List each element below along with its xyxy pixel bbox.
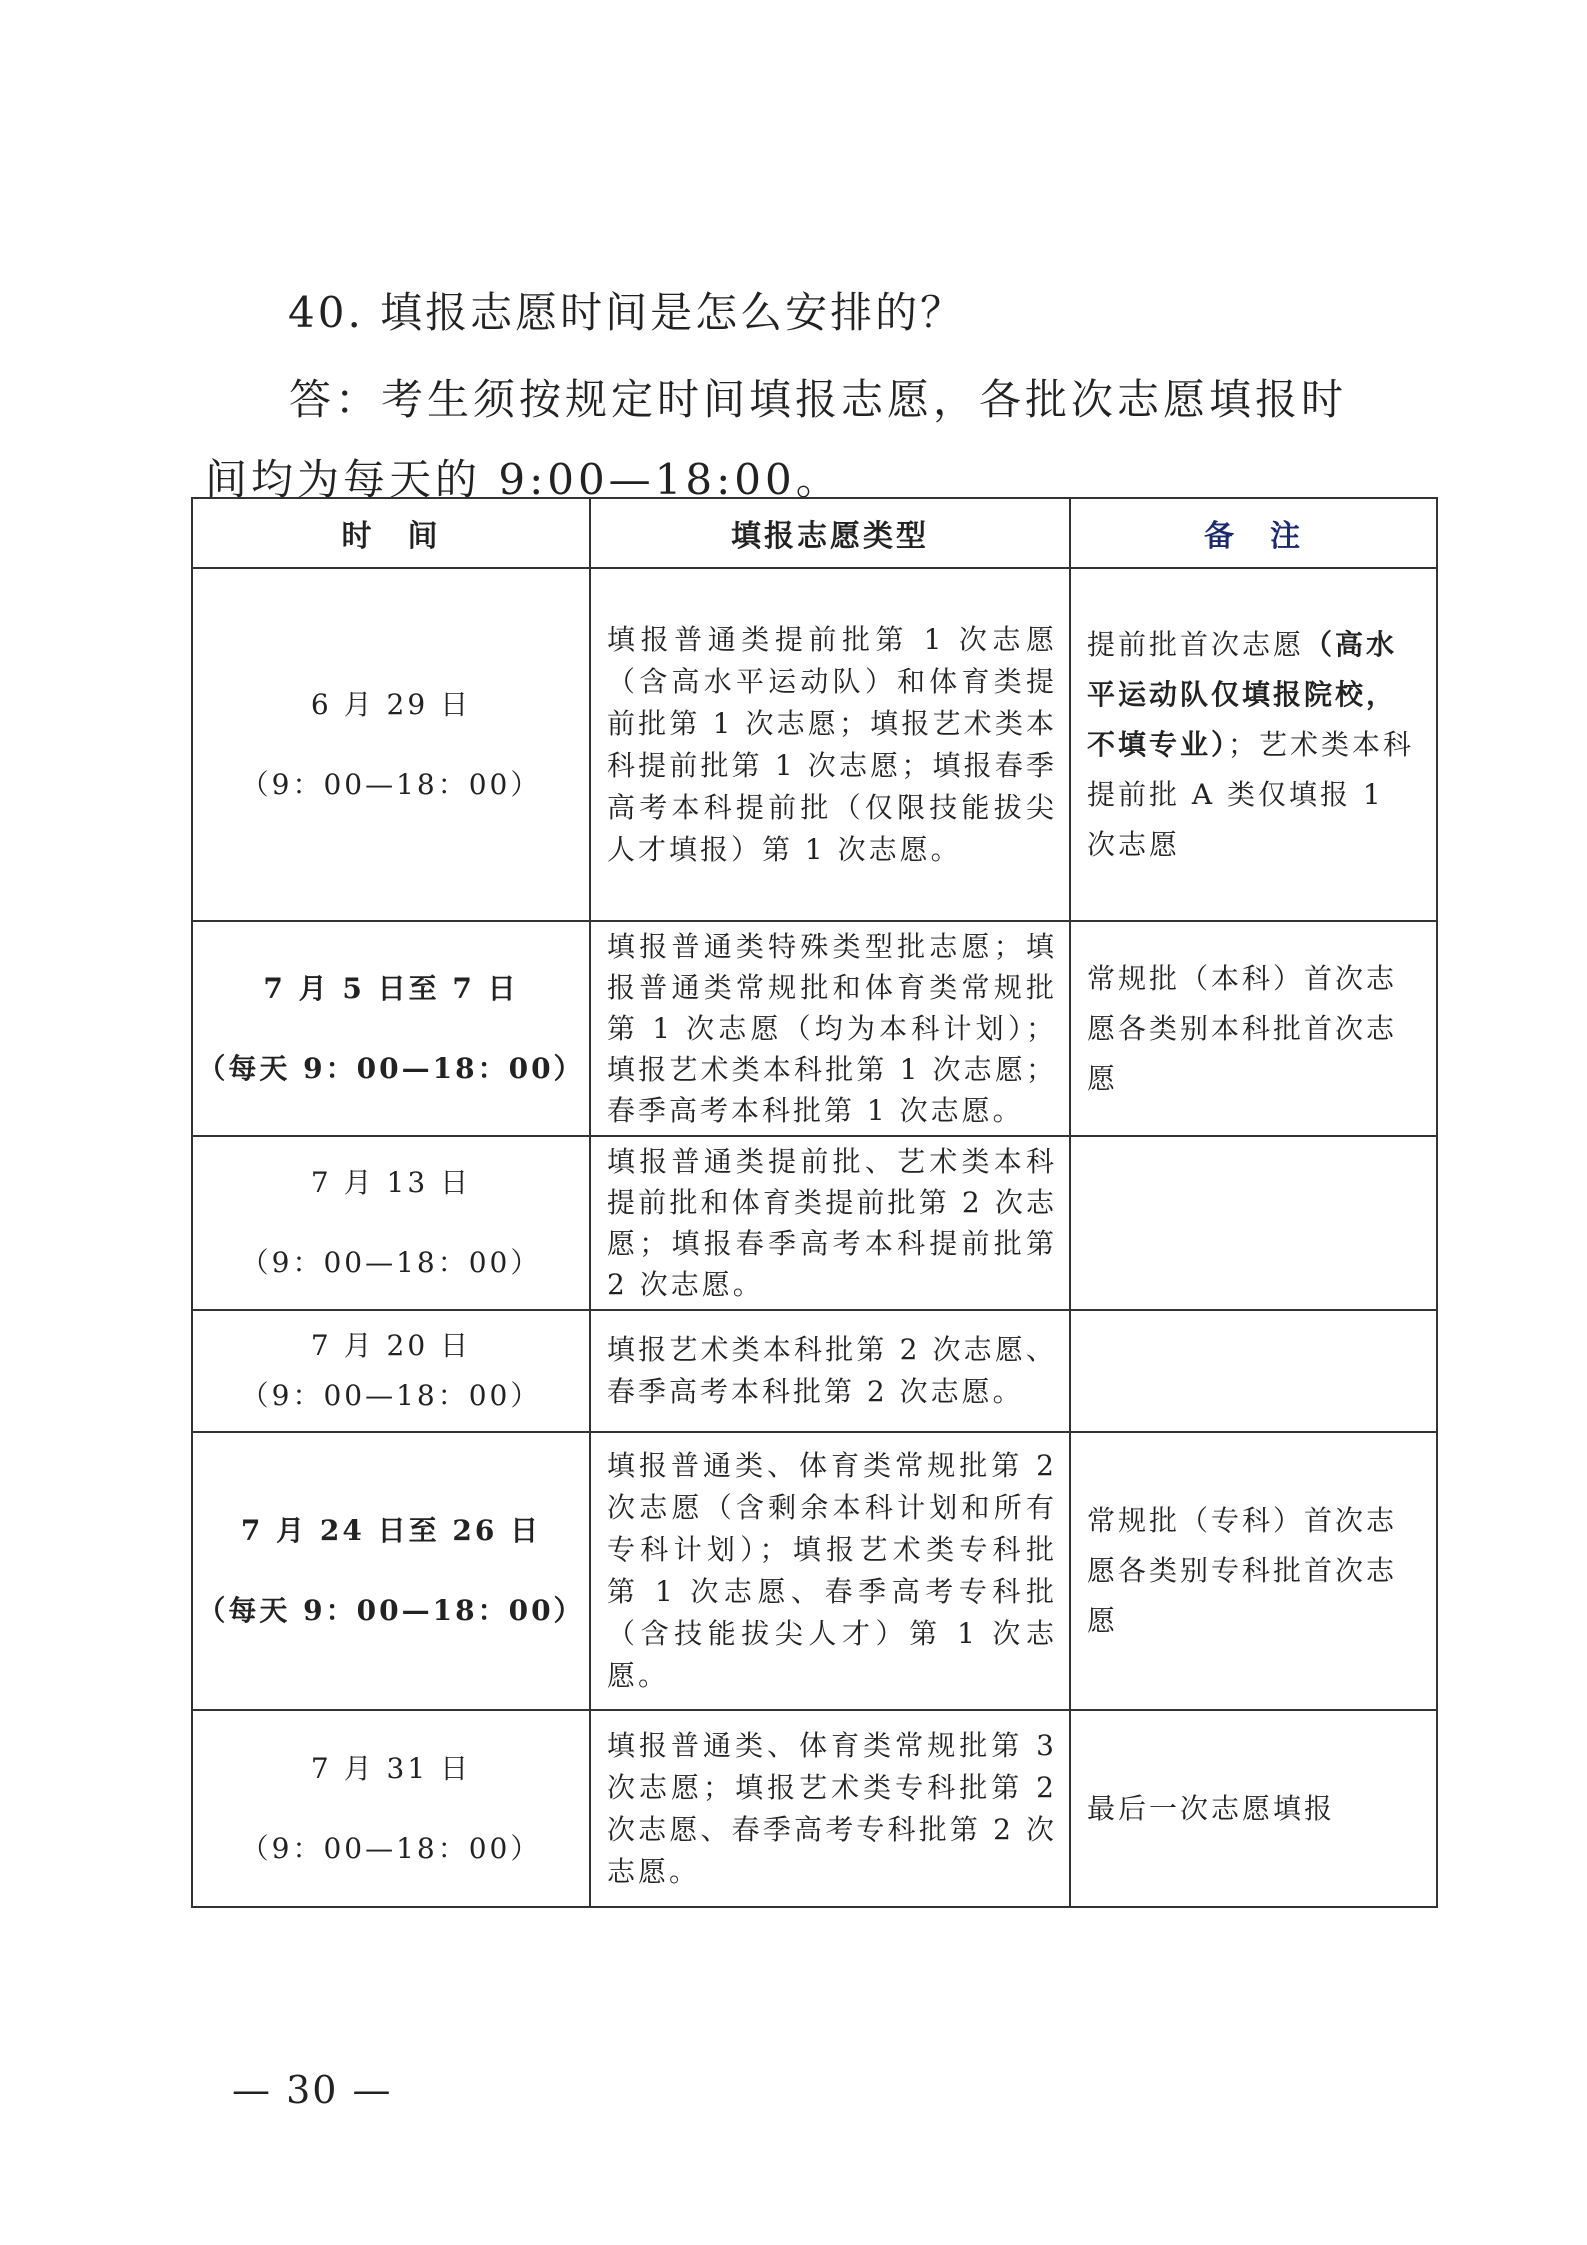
- table-row: [192, 1710, 1437, 1907]
- header-note: 备 注: [1070, 498, 1437, 568]
- table-row: [192, 1432, 1437, 1710]
- note-text: 提前批首次志愿: [1087, 627, 1305, 661]
- table-row: [192, 1136, 1437, 1310]
- note-cell: [1070, 1310, 1437, 1432]
- type-cell: 填报普通类提前批第 1 次志愿（含高水平运动队）和体育类提前批第 1 次志愿；填报艺术类本科提前批第 1 次志愿；填报春季高考本科提前批（仅限技能拔尖人才填报）第 1 次志愿。: [590, 568, 1070, 921]
- note-text-post: ；艺术类本科提前批 A 类仅填报 1 次志愿: [1087, 727, 1415, 861]
- header-type: 填报志愿类型: [590, 498, 1070, 568]
- time-cell: [192, 1310, 590, 1432]
- note-cell: 常规批（本科）首次志愿各类别本科批首次志愿: [1070, 921, 1437, 1136]
- date-text: 7 月 13 日: [310, 1166, 472, 1199]
- time-cell: [192, 921, 590, 1136]
- date-text: 6 月 29 日: [310, 687, 472, 721]
- table-row: [192, 568, 1437, 921]
- table-header-row: [192, 498, 1437, 568]
- note-cell: 最后一次志愿填报: [1070, 1710, 1437, 1907]
- time-cell: [192, 1136, 590, 1310]
- hours-text: （每天 9：00—18：00）: [197, 1594, 585, 1627]
- time-cell: [192, 1432, 590, 1710]
- type-cell: 填报普通类、体育类常规批第 3 次志愿；填报艺术类专科批第 2 次志愿、春季高考专科批第 2 次志愿。: [590, 1710, 1070, 1907]
- hours-text: （9：00—18：00）: [240, 1831, 542, 1865]
- hours-text: （9：00—18：00）: [240, 1246, 542, 1279]
- time-cell: [192, 1710, 590, 1907]
- hours-text: （9：00—18：00）: [240, 767, 542, 801]
- date-text: 7 月 31 日: [310, 1751, 472, 1785]
- time-cell: [192, 568, 590, 921]
- schedule-table: [191, 497, 1438, 1908]
- note-cell: [1070, 568, 1437, 921]
- page-number: — 30 —: [232, 2068, 393, 2112]
- note-bold-text: （高水平运动队仅填报院校，不填专业）: [1087, 627, 1398, 761]
- type-cell: 填报普通类提前批、艺术类本科提前批和体育类提前批第 2 次志愿；填报春季高考本科提前批第 2 次志愿。: [590, 1136, 1070, 1310]
- note-cell: 常规批（专科）首次志愿各类别专科批首次志愿: [1070, 1432, 1437, 1710]
- header-time: 时 间: [192, 498, 590, 568]
- hours-text: （9：00—18：00）: [240, 1379, 542, 1412]
- type-cell: 填报普通类、体育类常规批第 2 次志愿（含剩余本科计划和所有专科计划）；填报艺术类专科批第 1 次志愿、春季高考专科批（含技能拔尖人才）第 1 次志愿。: [590, 1432, 1070, 1710]
- type-cell: 填报普通类特殊类型批志愿；填报普通类常规批和体育类常规批第 1 次志愿（均为本科计划）；填报艺术类本科批第 1 次志愿；春季高考本科批第 1 次志愿。: [590, 921, 1070, 1136]
- date-text: 7 月 5 日至 7 日: [263, 971, 519, 1005]
- type-cell: 填报艺术类本科批第 2 次志愿、春季高考本科批第 2 次志愿。: [590, 1310, 1070, 1432]
- table-row: [192, 921, 1437, 1136]
- answer-paragraph: 答：考生须按规定时间填报志愿，各批次志愿填报时间均为每天的 9:00—18:00。: [205, 375, 1348, 504]
- date-text: 7 月 24 日至 26 日: [240, 1514, 542, 1547]
- date-text: 7 月 20 日: [310, 1329, 472, 1362]
- table-row: [192, 1310, 1437, 1432]
- note-cell: [1070, 1136, 1437, 1310]
- hours-text: （每天 9：00—18：00）: [197, 1051, 585, 1085]
- question-heading: 40. 填报志愿时间是怎么安排的？: [288, 288, 966, 337]
